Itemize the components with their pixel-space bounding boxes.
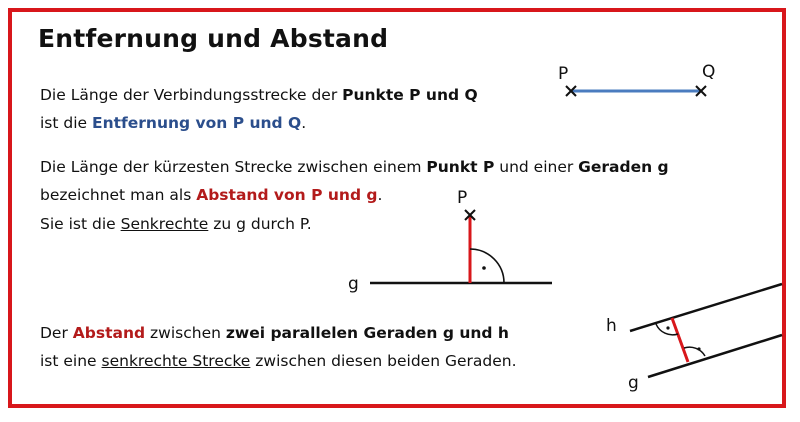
term-abstand: Abstand	[72, 324, 146, 342]
section3-text-c: ist eine	[40, 352, 102, 370]
section2-text-a: Die Länge der kürzesten Strecke zwischen einem	[40, 158, 427, 176]
right-angle-dot-top	[666, 326, 669, 329]
label-g-fig3: g	[628, 373, 639, 393]
section2-text-e: zu g durch P.	[208, 215, 312, 233]
section2-text-b: und einer	[494, 158, 579, 176]
section2-bold-point: Punkt P	[426, 158, 495, 176]
figure-point-line	[370, 210, 552, 283]
label-p-fig2: P	[457, 188, 468, 208]
section1-text: Die Länge der Verbindungsstrecke der	[40, 86, 343, 104]
line-h	[630, 284, 782, 331]
section2-text-d: Sie ist die	[40, 215, 121, 233]
distance-segment	[672, 318, 688, 362]
section2-text-c: bezeichnet man als	[40, 186, 197, 204]
right-angle-arc-bottom	[684, 347, 705, 356]
term-entfernung: Entfernung von P und Q	[92, 114, 302, 132]
label-h-fig3: h	[606, 316, 617, 336]
line-g-parallel	[648, 335, 782, 377]
page-title: Entfernung und Abstand	[38, 24, 389, 53]
section3-text-a: Der	[40, 324, 73, 342]
right-angle-dot-bottom	[697, 347, 700, 350]
label-q-fig1: Q	[702, 62, 716, 82]
term-senkrechte: Senkrechte	[120, 215, 209, 233]
section2-bold-line: Geraden g	[578, 158, 669, 176]
term-senkrechte-strecke: senkrechte Strecke	[101, 352, 251, 370]
right-angle-dot	[482, 266, 486, 270]
section3-text-d: zwischen diesen beiden Geraden.	[250, 352, 517, 370]
label-p-fig1: P	[558, 64, 569, 84]
section3-text-b: zwischen	[145, 324, 226, 342]
term-abstand-p-g: Abstand von P und g	[196, 186, 378, 204]
section1-period: .	[301, 114, 307, 132]
right-angle-arc	[470, 249, 504, 283]
section3-bold-parallel: zwei parallelen Geraden g und h	[225, 324, 509, 342]
label-g-fig2: g	[348, 274, 359, 294]
section1-text2: ist die	[40, 114, 92, 132]
figure-parallel-lines	[630, 284, 782, 377]
section2-period: .	[377, 186, 383, 204]
section1-bold-points: Punkte P und Q	[342, 86, 478, 104]
figure-segment-pq	[566, 86, 706, 96]
